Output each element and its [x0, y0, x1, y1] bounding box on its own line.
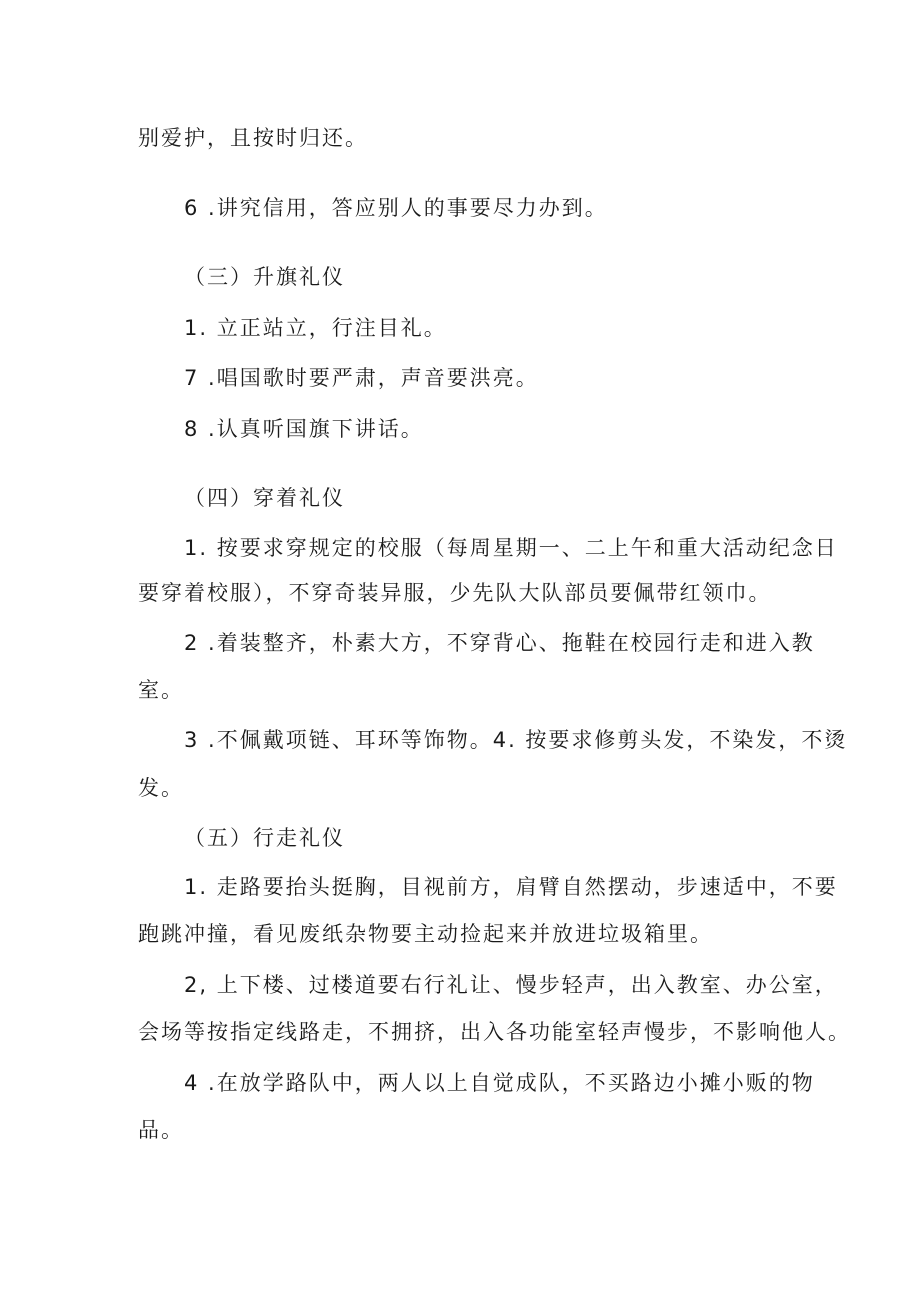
section-heading-walking: （五）行走礼仪 [184, 826, 345, 850]
paragraph-line-continuation: 室。 [138, 678, 184, 702]
paragraph-line-continuation: 别爱护，且按时归还。 [138, 126, 368, 150]
list-item-2: 2, 上下楼、过楼道要右行礼让、慢步轻声，出入教室、办公室， [184, 973, 838, 997]
list-item-7: 7 .唱国歌时要严肃，声音要洪亮。 [184, 366, 539, 390]
list-item-8: 8 .认真听国旗下讲话。 [184, 417, 424, 441]
list-item-3: 3 .不佩戴项链、耳环等饰物。4. 按要求修剪头发，不染发，不烫 [184, 728, 848, 752]
list-item-6: 6 .讲究信用，答应别人的事要尽力办到。 [184, 196, 608, 220]
paragraph-line-continuation: 品。 [138, 1118, 184, 1142]
list-item-1: 1. 立正站立，行注目礼。 [184, 316, 447, 340]
paragraph-line-continuation: 要穿着校服），不穿奇装异服，少先队大队部员要佩带红领巾。 [138, 581, 772, 605]
list-item-2: 2 .着装整齐，朴素大方，不穿背心、拖鞋在校园行走和进入教 [184, 631, 815, 655]
list-item-1: 1. 按要求穿规定的校服（每周星期一、二上午和重大活动纪念日 [184, 536, 838, 560]
paragraph-line-continuation: 会场等按指定线路走，不拥挤，出入各功能室轻声慢步，不影响他人。 [138, 1020, 851, 1044]
section-heading-flag-ceremony: （三）升旗礼仪 [184, 265, 345, 289]
list-item-1: 1. 走路要抬头挺胸，目视前方，肩臂自然摆动，步速适中，不要 [184, 875, 838, 899]
paragraph-line-continuation: 发。 [138, 776, 184, 800]
section-heading-dress: （四）穿着礼仪 [184, 486, 345, 510]
paragraph-line-continuation: 跑跳冲撞，看见废纸杂物要主动捡起来并放进垃圾箱里。 [138, 922, 713, 946]
list-item-4: 4 .在放学路队中，两人以上自觉成队，不买路边小摊小贩的物 [184, 1071, 815, 1095]
